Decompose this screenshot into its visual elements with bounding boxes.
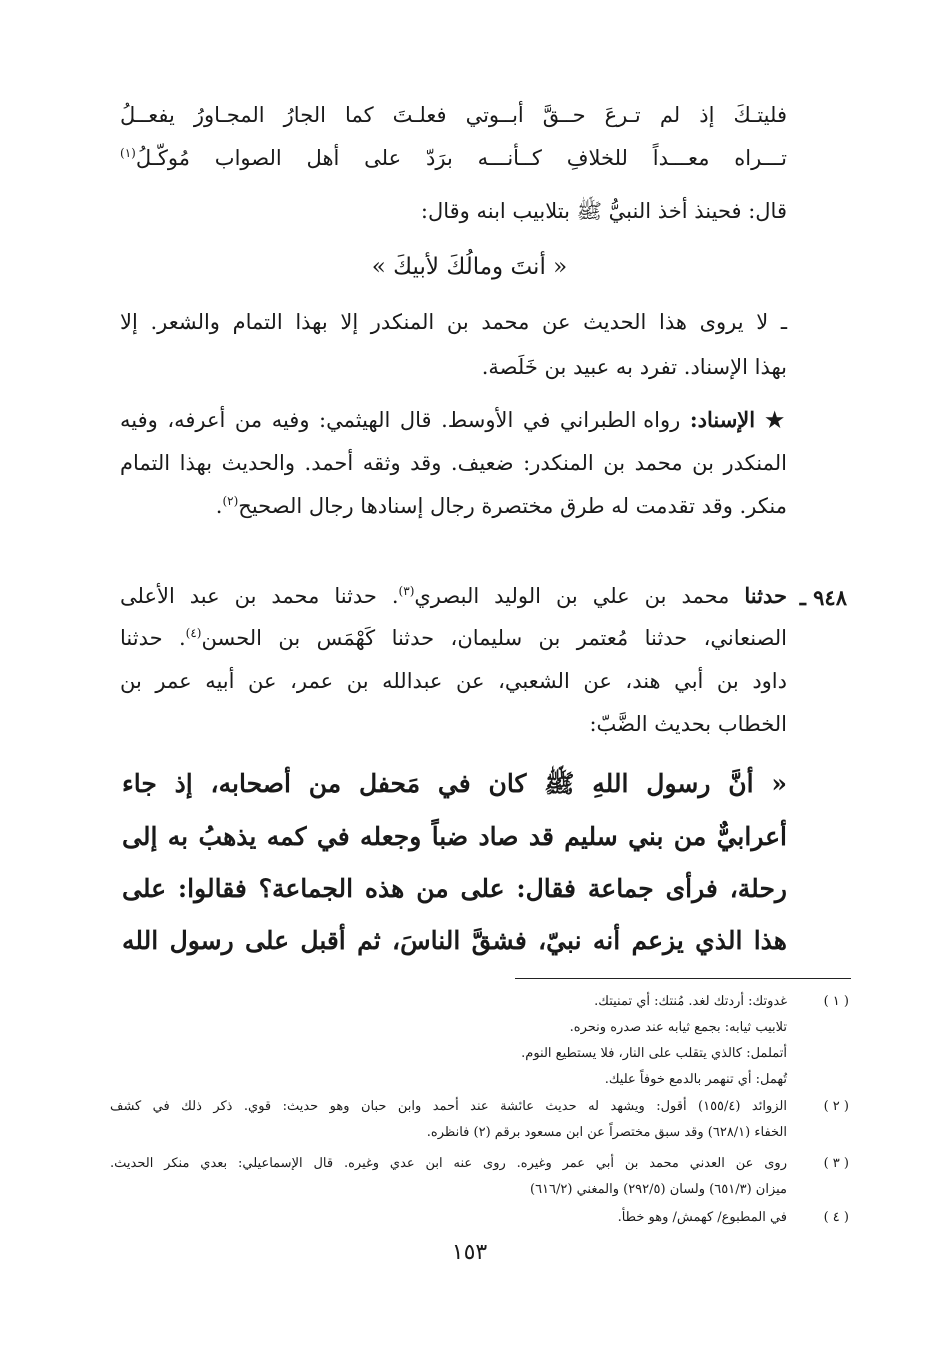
isnad-line-2: المنكدر بن محمد بن المنكدر: ضعيف. وقد وثقه أحمد. والحديث بهذا التمام: [120, 451, 787, 475]
footnote-1-line-1: غدوتك: أردتك لغد. مُنتك: أي تمنيتك.: [594, 994, 787, 1009]
footnote-1-number: ( ١ ): [823, 994, 849, 1009]
footnote-1-line-4: تُهمل: أي تنهمر بالدمع خوفاً عليك.: [604, 1072, 787, 1087]
isnad-line-1-text: رواه الطبراني في الأوسط. قال الهيثمي: وفيه من أعرفه، وفيه: [120, 408, 681, 432]
poem-line-2-text: تـــراه معـــداً للخلافِ كــأنـــه برَدّ على أهل الصواب مُوكّـلُ: [135, 146, 787, 170]
footnote-1-line-2: تلابيب ثيابه: بجمع ثيابه عند صدره ونحره.: [569, 1020, 787, 1035]
poem-line-1-text: فليتـكَ إذ لم تـرعَ حــقَّ أبــوتي فعلـتَ كما الجارُ المجـاورُ يفعــلُ: [120, 103, 787, 127]
isnad-line-1: [120, 407, 787, 432]
footnote-3-number: ( ٣ ): [823, 1156, 849, 1171]
isnad-line-3-end: .: [215, 494, 223, 518]
hadith-number: ٩٤٨ ـ: [799, 585, 847, 610]
footnote-1-line-3: أتململ: كالذي يتقلب على النار، فلا يستطيع النوم.: [521, 1046, 787, 1061]
hadith-text-line-1: « أنَّ رسول اللهِ ﷺ كان في مَحفل من أصحابه، إذ جاء: [122, 769, 787, 798]
footnote-3-line-2: ميزان (٦٥١/٣) ولسان (٢٩٢/٥) والمغني (٦١٦/٢): [529, 1182, 787, 1197]
footnote-2-number: ( ٢ ): [823, 1099, 849, 1114]
hadith-chain-line-3: داود بن أبي هند، عن الشعبي، عن عبدالله بن عمر، عن أبيه عمر بن: [120, 669, 787, 693]
isnad-line-3-text: منكر. وقد تقدمت له طرق مختصرة رجال إسنادها رجال الصحيح: [238, 494, 787, 518]
footnote-ref-4[interactable]: (٤): [185, 626, 202, 640]
isnad-line-3: [120, 494, 787, 518]
hadith-chain-line-2: [120, 626, 787, 650]
prophet-quote: « أنتَ ومالُكَ لأبيكَ »: [371, 254, 568, 280]
footnote-4-line-1: في المطبوع/ كهمش/ وهو خطأ.: [617, 1210, 787, 1225]
poem-line-1: [120, 103, 787, 127]
isnad-label: ★ الإسناد:: [689, 407, 787, 432]
footnote-ref-3[interactable]: (٣): [398, 584, 415, 598]
comment-line-1: ـ لا يروى هذا الحديث عن محمد بن المنكدر إلا بهذا التمام والشعر. إلا: [120, 310, 787, 334]
footnote-4-number: ( ٤ ): [823, 1210, 849, 1225]
page-number: ١٥٣: [451, 1240, 488, 1265]
comment-line-2: بهذا الإسناد. تفرد به عبيد بن خَلَصة.: [481, 355, 787, 379]
hadith-chain-line-4: الخطاب بحديث الضَّبّ:: [589, 712, 787, 736]
footnote-3-line-1: روى عن العدني محمد بن أبي عمر وغيره. روى عنه ابن عدي وغيره. قال الإسماعيلي: بعدي منكر الحديث.: [110, 1156, 787, 1171]
footnote-2-line-2: الخفاء (٦٢٨/١) وقد سبق مختصراً عن ابن مسعود برقم (٢) فانظره.: [426, 1125, 787, 1140]
hadith-text-line-4: هذا الذي يزعم أنه نبيّ، فشقَّ الناسَ، ثم أقبل على رسول الله: [122, 926, 787, 955]
hadith-chain-line-1: [120, 583, 787, 608]
footnote-separator: [515, 978, 851, 979]
hadith-chain-line-2-text: الصنعاني، حدثنا مُعتمر بن سليمان، حدثنا كَهْمَس بن الحسن: [201, 626, 787, 650]
hadith-chain-opening: حدثنا: [744, 583, 787, 608]
hadith-chain-line-1-tail: . حدثنا محمد بن عبد الأعلى: [120, 584, 399, 608]
footnote-2-line-1: الزوائد (١٥٥/٤) أقول: ويشهد له حديث عائشة عند أحمد وابن حبان وهو حديث: قوي. ذكر ذلك في كشف: [110, 1099, 787, 1114]
hadith-text-line-3: رحلة، فرأى جماعة فقال: على من هذه الجماعة؟ فقالوا: على: [122, 874, 787, 903]
footnote-ref-2[interactable]: (٢): [222, 494, 239, 508]
footnote-ref-1[interactable]: (١): [120, 146, 136, 160]
hadith-chain-line-1-text: محمد بن علي بن الوليد البصري: [414, 584, 730, 608]
narration-line: قال: فحينذ أخذ النبيُّ ﷺ بتلابيب ابنه وقال:: [420, 199, 787, 223]
poem-line-2: [120, 146, 787, 170]
hadith-chain-line-2-tail: . حدثنا: [120, 626, 186, 650]
hadith-text-line-2: أعرابيٌّ من بني سليم قد صاد ضباً وجعله في كمه يذهبُ به إلى: [122, 822, 787, 851]
